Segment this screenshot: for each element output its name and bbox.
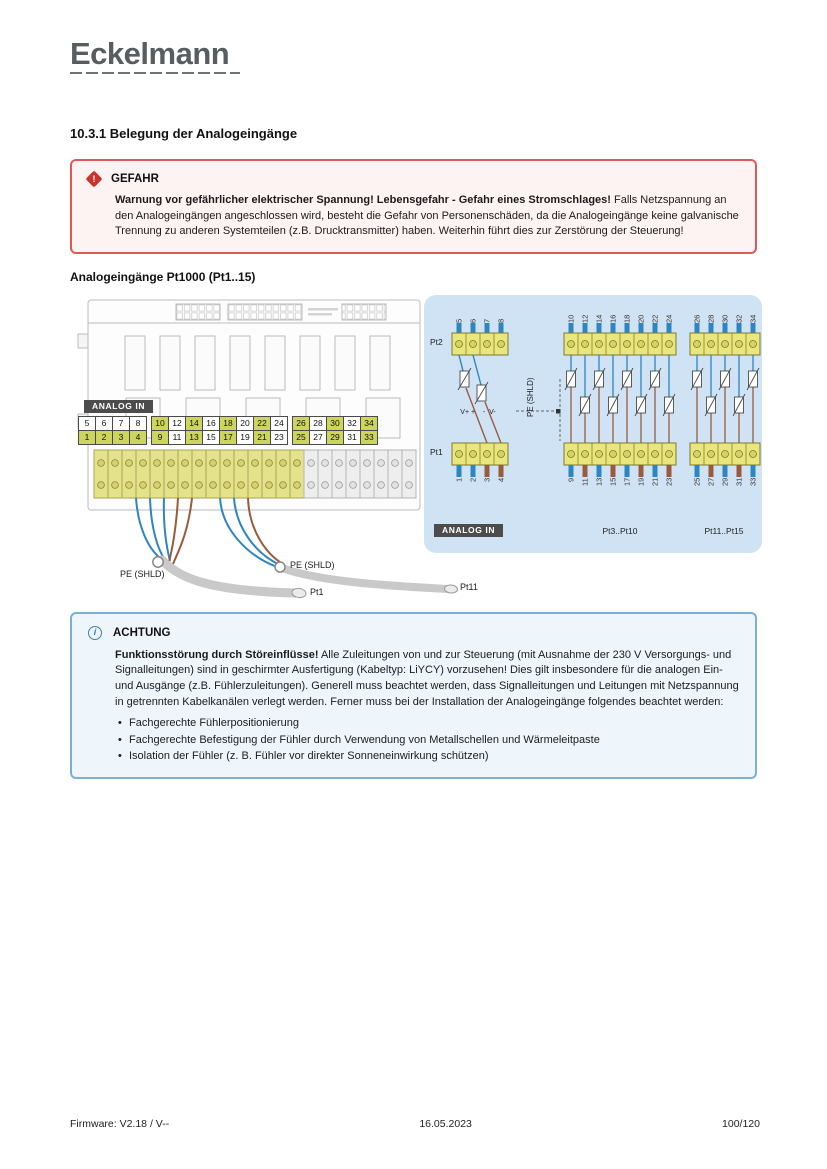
terminal-cell: 20 <box>236 416 254 431</box>
danger-title: GEFAHR <box>111 173 159 185</box>
terminal-group-1 <box>78 416 147 445</box>
terminal-row-top <box>151 416 288 431</box>
pe-shld-label-right: PE (SHLD) <box>290 559 335 570</box>
terminal-cell: 4 <box>129 430 147 445</box>
panel-right-top-numbers <box>690 295 760 323</box>
terminal-row-top <box>78 416 147 431</box>
pt11-pt15-label: Pt11..Pt15 <box>704 525 744 536</box>
terminal-cell: 30 <box>326 416 344 431</box>
footer-page-number: 100/120 <box>722 1118 760 1130</box>
terminal-number: 21 <box>650 477 660 487</box>
terminal-number: 11 <box>580 477 590 486</box>
terminal-number: 19 <box>636 477 646 487</box>
terminal-number: 4 <box>496 477 506 482</box>
notice-box-body <box>115 648 739 765</box>
notice-body-text: Alle Zuleitungen von und zur Steuerung (mit Ausnahme der 230 V Versorgungs- und Signalleitungen) sind in geschirmter Ausfertigung (Kabeltyp: LiYCY) vorzusehen! Dies gilt insbesondere für die analogen Ein- und Ausgänge (z.B. Fühlerzuleitungen). Generell muss beachtet werden, dass Signalleitungen und Leitungen mit Netzspannung in getrennten Kabelkanälen verlegt werden. Ferner muss bei der Installation der Analogeingänge folgendes beachtet werden: <box>115 648 739 708</box>
pt2-label: Pt2 <box>430 336 443 347</box>
panel-analog-in-badge: ANALOG IN <box>434 524 503 538</box>
shield-dashed-line <box>516 379 560 441</box>
terminal-number: 32 <box>734 314 744 323</box>
section-heading: 10.3.1 Belegung der Analogeingänge <box>70 126 298 141</box>
terminal-cell: 9 <box>151 430 169 445</box>
terminal-group-3 <box>292 416 378 445</box>
pt-sensor-symbols-left <box>460 371 486 401</box>
terminal-cell: 15 <box>202 430 220 445</box>
terminal-number: 13 <box>594 477 604 487</box>
terminal-cell: 32 <box>343 416 361 431</box>
panel-mid-bottom-numbers <box>564 478 676 506</box>
eckelmann-logo: Eckelmann <box>70 36 230 71</box>
terminal-number: 23 <box>664 477 674 487</box>
terminal-cell: 18 <box>219 416 237 431</box>
pt2-terminal-block <box>452 333 508 355</box>
terminal-cell: 13 <box>185 430 203 445</box>
terminal-cell: 31 <box>343 430 361 445</box>
danger-diamond-icon: ! <box>86 171 103 188</box>
terminal-cell: 2 <box>95 430 113 445</box>
terminal-cell: 6 <box>95 416 113 431</box>
terminal-number: 26 <box>692 314 702 323</box>
terminal-number: 10 <box>566 314 576 323</box>
notice-lead-text: Funktionsstörung durch Störeinflüsse! <box>115 648 319 661</box>
terminal-number: 34 <box>748 314 758 323</box>
terminal-number: 1 <box>454 477 464 482</box>
danger-box <box>70 159 757 254</box>
terminal-number: 22 <box>650 314 660 323</box>
pt1-label: Pt1 <box>430 446 443 457</box>
terminal-cell: 1 <box>78 430 96 445</box>
notice-bullet: • Isolation der Fühler (z. B. Fühler vor direkter Sonneneinwirkung schützen) <box>115 749 739 765</box>
terminal-detail-panel <box>424 295 762 553</box>
terminal-number: 33 <box>748 477 758 487</box>
terminal-number: 16 <box>608 314 618 323</box>
terminal-number: 18 <box>622 314 632 323</box>
terminal-cell: 19 <box>236 430 254 445</box>
terminal-number: 20 <box>636 314 646 323</box>
voltage-label: V+ + - V- <box>460 408 496 416</box>
terminal-group-2 <box>151 416 288 445</box>
notice-bullet-list <box>115 716 739 765</box>
terminal-cell: 33 <box>360 430 378 445</box>
panel-left-bottom-numbers <box>452 478 508 506</box>
terminal-cell: 12 <box>168 416 186 431</box>
terminal-cell: 8 <box>129 416 147 431</box>
terminal-cell: 16 <box>202 416 220 431</box>
terminal-cell: 24 <box>270 416 288 431</box>
footer-date: 16.05.2023 <box>419 1118 472 1130</box>
notice-box <box>70 612 757 779</box>
terminal-number: 5 <box>454 318 464 323</box>
mid-bottom-terminal-block <box>564 443 676 465</box>
terminal-number: 2 <box>468 477 478 482</box>
cable-pt11-label: Pt11 <box>460 581 478 592</box>
danger-body-text: Falls Netzspannung an den Analogeingängen angeschlossen wird, besteht die Gefahr von Personenschäden, da die Analogeingänge keine galvanische Trennung zu anderen Systemteilen (z.B. Drucktransmitter) haben. Weiterhin führt dies zur Zerstörung der Steuerung! <box>115 194 739 238</box>
terminal-cell: 29 <box>326 430 344 445</box>
pe-ring-right <box>275 562 285 572</box>
notice-title: ACHTUNG <box>113 626 171 639</box>
wiring-diagram <box>70 292 765 610</box>
terminal-cell: 25 <box>292 430 310 445</box>
terminal-cell: 10 <box>151 416 169 431</box>
pe-shld-label-left: PE (SHLD) <box>120 568 165 579</box>
terminal-number: 29 <box>720 477 730 487</box>
terminal-number: 9 <box>566 477 576 482</box>
terminal-row-bottom <box>151 430 288 445</box>
info-icon: i <box>88 626 102 640</box>
pt-sensor-symbols-mid <box>567 371 674 413</box>
cable-pt1-label: Pt1 <box>310 586 324 597</box>
right-bottom-terminal-block <box>690 443 760 465</box>
pt1-terminal-block <box>452 443 508 465</box>
notice-bullet: • Fachgerechte Befestigung der Fühler durch Verwendung von Metallschellen und Wärmeleitpaste <box>115 733 739 749</box>
pe-shld-vertical-label: PE (SHLD) <box>526 377 535 417</box>
terminal-cell: 11 <box>168 430 186 445</box>
danger-lead-text: Warnung vor gefährlicher elektrischer Spannung! Lebensgefahr - Gefahr eines Stromschlages! <box>115 194 611 206</box>
terminal-number: 3 <box>482 477 492 482</box>
footer-firmware: Firmware: V2.18 / V-- <box>70 1118 170 1130</box>
pt3-pt10-label: Pt3..Pt10 <box>602 525 638 536</box>
page-content <box>70 0 762 779</box>
terminal-cell: 21 <box>253 430 271 445</box>
terminal-number: 17 <box>622 477 632 487</box>
terminal-cell: 7 <box>112 416 130 431</box>
terminal-number: 12 <box>580 314 590 323</box>
terminal-cell: 26 <box>292 416 310 431</box>
diagram-subtitle: Analogeingänge Pt1000 (Pt1..15) <box>70 269 256 284</box>
page-footer <box>70 1118 760 1130</box>
danger-box-header <box>88 173 739 185</box>
cable-pt11 <box>282 568 448 589</box>
mid-top-terminal-block <box>564 333 676 355</box>
terminal-number: 7 <box>482 318 492 323</box>
analog-in-badge: ANALOG IN <box>84 400 153 414</box>
terminal-number-table <box>78 416 378 445</box>
terminal-row-bottom <box>78 430 147 445</box>
panel-left-top-numbers <box>452 295 508 323</box>
terminal-number: 31 <box>734 477 744 487</box>
terminal-cell: 14 <box>185 416 203 431</box>
panel-right-bottom-numbers <box>690 478 760 506</box>
terminal-number: 14 <box>594 314 604 323</box>
terminal-cell: 28 <box>309 416 327 431</box>
notice-box-header <box>88 626 739 640</box>
logo-underline <box>70 72 240 74</box>
terminal-cell: 27 <box>309 430 327 445</box>
pe-ring-left <box>153 557 163 567</box>
terminal-cell: 34 <box>360 416 378 431</box>
terminal-cell: 22 <box>253 416 271 431</box>
terminal-cell: 17 <box>219 430 237 445</box>
terminal-number: 30 <box>720 314 730 323</box>
brown-wires <box>169 498 283 564</box>
right-top-terminal-block <box>690 333 760 355</box>
terminal-number: 15 <box>608 477 618 487</box>
terminal-number: 28 <box>706 314 716 323</box>
terminal-number: 25 <box>692 477 702 487</box>
terminal-number: 8 <box>496 318 506 323</box>
terminal-cell: 3 <box>112 430 130 445</box>
notice-bullet: • Fachgerechte Fühlerpositionierung <box>115 716 739 732</box>
terminal-blocks-graphic <box>424 295 762 553</box>
terminal-number: 27 <box>706 477 716 487</box>
panel-mid-top-numbers <box>564 295 676 323</box>
terminal-row-top <box>292 416 378 431</box>
terminal-number: 6 <box>468 318 478 323</box>
terminal-row-bottom <box>292 430 378 445</box>
terminal-number: 24 <box>664 314 674 323</box>
danger-box-body <box>115 193 739 240</box>
terminal-cell: 23 <box>270 430 288 445</box>
terminal-cell: 5 <box>78 416 96 431</box>
